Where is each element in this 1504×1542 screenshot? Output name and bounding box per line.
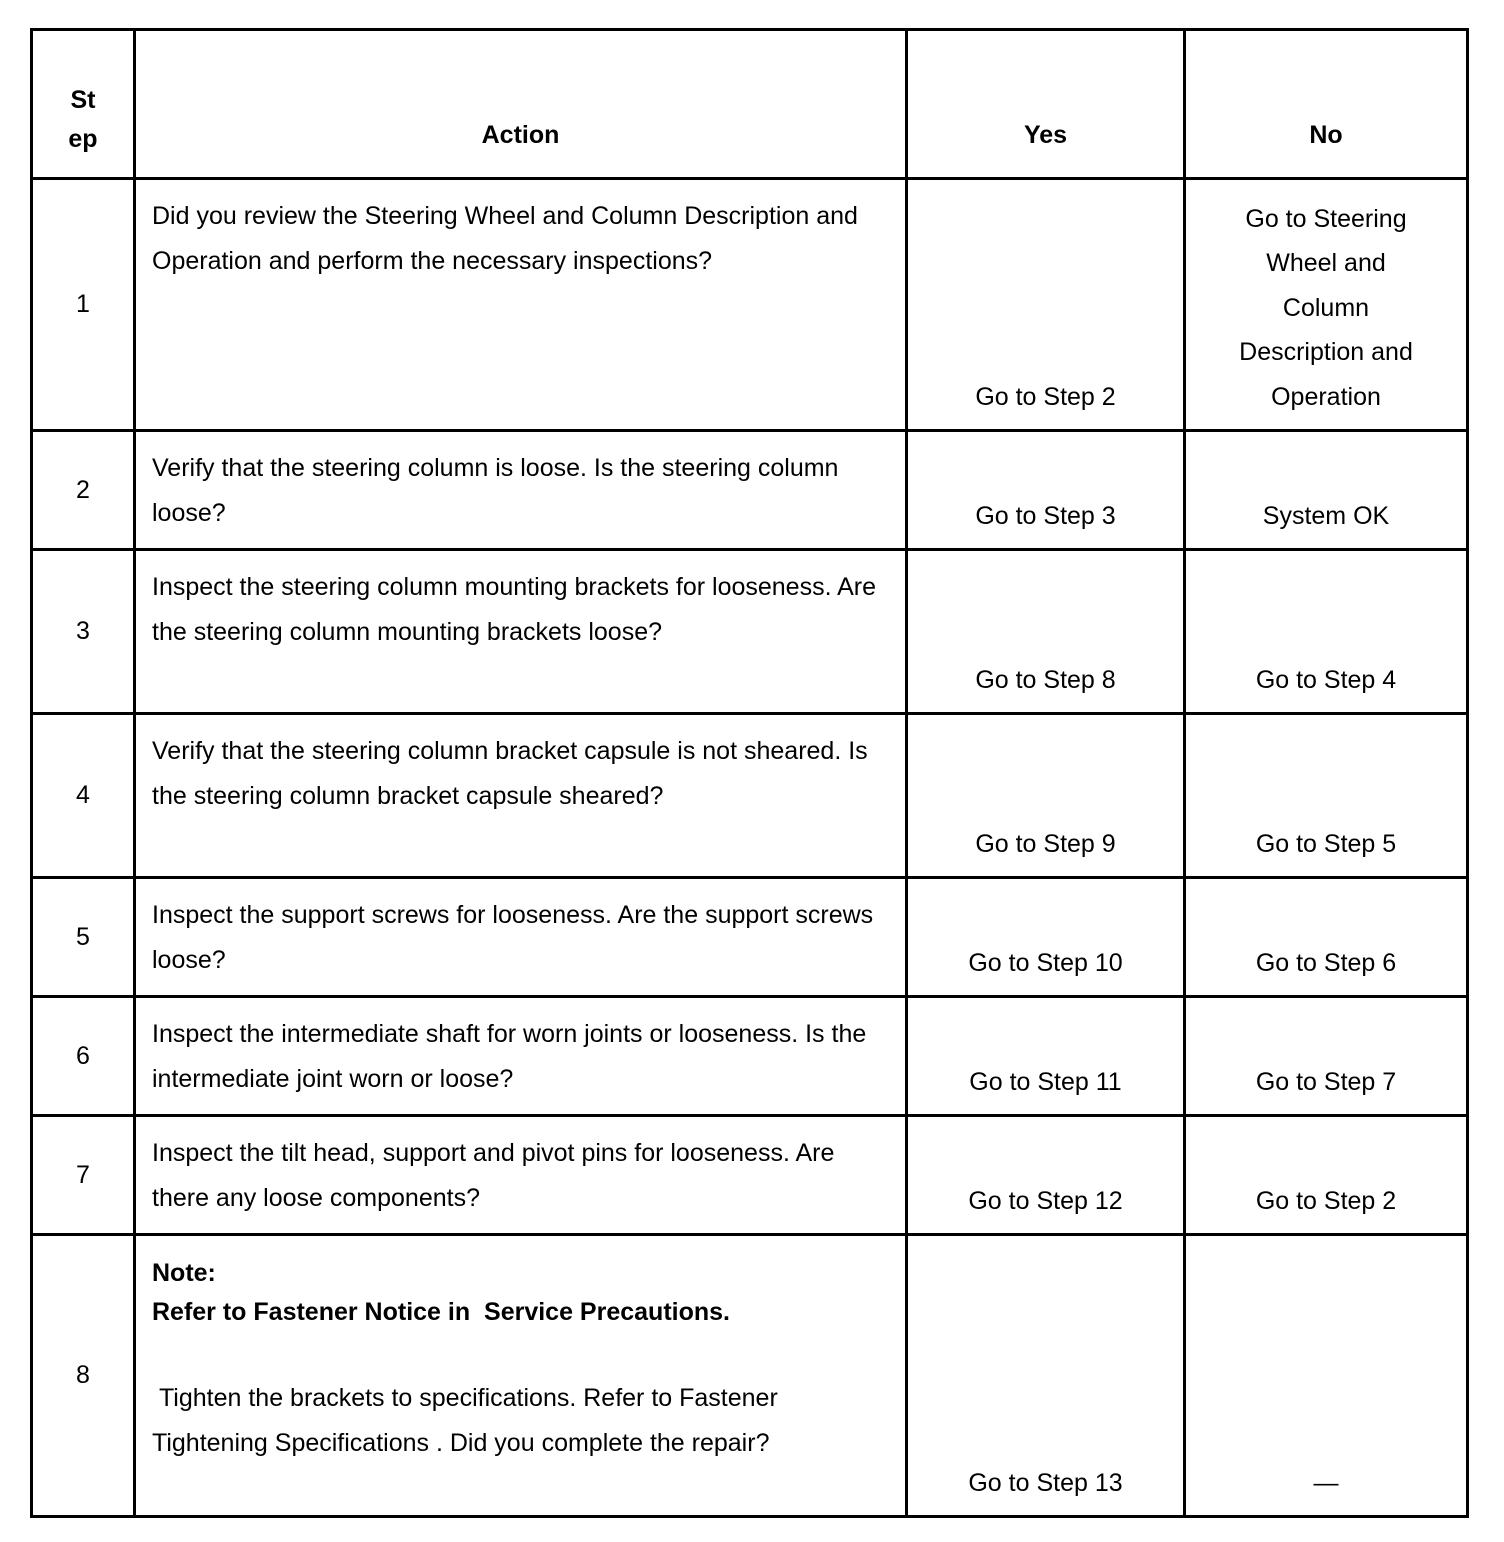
action-text: Inspect the support screws for looseness. Are the support screws loose? [135,878,907,997]
no-result: Go to Step 5 [1185,714,1468,878]
step-number: 8 [32,1235,135,1517]
no-result: Go to Step 4 [1185,550,1468,714]
header-step [32,30,135,179]
yes-result: Go to Step 10 [907,878,1185,997]
step-number: 1 [32,179,135,431]
header-yes: Yes [907,30,1185,179]
em-dash: — [1313,1468,1339,1497]
yes-result: Go to Step 11 [907,997,1185,1116]
action-text: Tighten the brackets to specifications. Refer to Fastener Tightening Specifications . Did you complete the repair? [152,1384,785,1457]
yes-result: Go to Step 3 [907,431,1185,550]
diagnostic-table [30,28,1469,1518]
yes-result: Go to Step 13 [907,1235,1185,1517]
header-row [32,30,1468,179]
note-text: Refer to Fastener Notice in Service Precautions. [152,1298,730,1326]
step-number: 4 [32,714,135,878]
no-result: Go to Step 6 [1185,878,1468,997]
yes-result: Go to Step 9 [907,714,1185,878]
step-number: 3 [32,550,135,714]
table-row [32,1116,1468,1235]
table-row [32,431,1468,550]
table-row [32,550,1468,714]
no-result: Go to Step 7 [1185,997,1468,1116]
action-text: Did you review the Steering Wheel and Column Description and Operation and perform the necessary inspections? [135,179,907,431]
step-number: 7 [32,1116,135,1235]
yes-result: Go to Step 12 [907,1116,1185,1235]
table-row [32,878,1468,997]
no-result: Go to Step 2 [1185,1116,1468,1235]
header-step-label: St ep [68,86,98,153]
yes-result: Go to Step 8 [907,550,1185,714]
table-row [32,997,1468,1116]
no-result [1185,179,1468,431]
step-number: 6 [32,997,135,1116]
action-cell [135,1235,907,1517]
header-no: No [1185,30,1468,179]
step-number: 2 [32,431,135,550]
table-row [32,179,1468,431]
step-number: 5 [32,878,135,997]
action-text: Inspect the intermediate shaft for worn joints or looseness. Is the intermediate joint worn or loose? [135,997,907,1116]
action-text: Inspect the steering column mounting brackets for looseness. Are the steering column mounting brackets loose? [135,550,907,714]
note-label: Note: [152,1259,216,1287]
action-text: Inspect the tilt head, support and pivot pins for looseness. Are there any loose components? [135,1116,907,1235]
yes-result: Go to Step 2 [907,179,1185,431]
no-result: System OK [1185,431,1468,550]
header-action: Action [135,30,907,179]
table-row [32,714,1468,878]
no-result-text: Go to Steering Wheel and Column Description and Operation [1239,204,1413,411]
action-text: Verify that the steering column bracket capsule is not sheared. Is the steering column bracket capsule sheared? [135,714,907,878]
table-row [32,1235,1468,1517]
note-spacer [152,1332,891,1376]
action-text: Verify that the steering column is loose. Is the steering column loose? [135,431,907,550]
no-result [1185,1235,1468,1517]
